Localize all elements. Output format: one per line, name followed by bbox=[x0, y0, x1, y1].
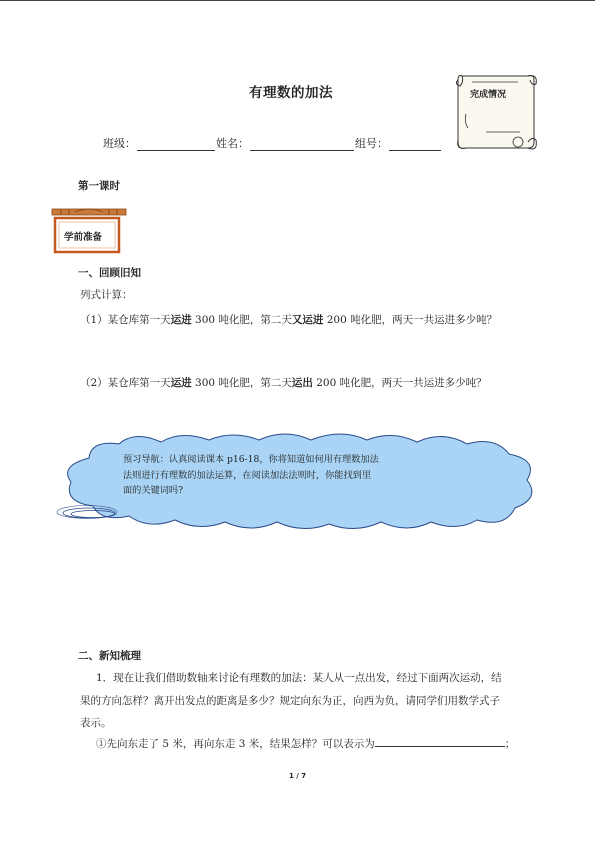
q2-post: 200 吨化肥，两天一共运进多少吨？ bbox=[312, 377, 487, 389]
q2-pre: （2）某仓库第一天 bbox=[80, 377, 171, 389]
question-1 bbox=[80, 312, 497, 327]
section1-heading: 一、回顾旧知 bbox=[78, 267, 141, 279]
class-field[interactable] bbox=[137, 139, 215, 151]
q1-post: 200 吨化肥，两天一共运进多少吨？ bbox=[323, 314, 498, 326]
q1-bold2: 又运进 bbox=[291, 314, 324, 326]
completion-label: 完成情况 bbox=[470, 90, 507, 100]
item1-end: ； bbox=[504, 738, 516, 750]
section2-para1-line2: 果的方向怎样？离开出发点的距离是多少？规定向东为正，向西为负，请同学们用数学式子 bbox=[80, 695, 500, 707]
section2-heading: 二、新知梳理 bbox=[78, 650, 141, 662]
prep-badge-label: 学前准备 bbox=[64, 232, 103, 243]
q2-bold2: 运出 bbox=[291, 377, 313, 389]
class-label: 班级： bbox=[103, 137, 136, 150]
q1-bold1: 运进 bbox=[170, 314, 192, 326]
section2-item1 bbox=[96, 735, 515, 751]
preview-cloud-text bbox=[123, 452, 423, 499]
question-2 bbox=[80, 375, 487, 390]
scroll-decoration bbox=[452, 70, 538, 154]
student-info-row bbox=[103, 135, 442, 151]
section2-para1-line3: 表示。 bbox=[80, 717, 112, 729]
item1-text: ①先向东走了 5 米，再向东走 3 米，结果怎样？可以表示为 bbox=[96, 738, 375, 750]
cloud-line-1: 预习导航：认真阅读课本 p16-18，你将知道如何用有理数加法 bbox=[123, 454, 379, 465]
top-rule bbox=[0, 0, 595, 1]
q1-mid: 300 吨化肥，第二天 bbox=[191, 314, 292, 326]
cloud-line-3: 面的关键词吗? bbox=[123, 485, 184, 496]
section2-para1-line1: 1．现在让我们借助数轴来讨论有理数的加法：某人从一点出发，经过下面两次运动，结 bbox=[96, 672, 502, 684]
q2-mid: 300 吨化肥，第二天 bbox=[191, 377, 292, 389]
name-label: 姓名： bbox=[216, 137, 249, 150]
section1-intro: 列式计算： bbox=[80, 289, 133, 301]
q2-bold1: 运进 bbox=[170, 377, 192, 389]
group-field[interactable] bbox=[389, 139, 441, 151]
group-label: 组号： bbox=[355, 137, 388, 150]
lesson-label: 第一课时 bbox=[78, 180, 120, 192]
item1-answer-field[interactable] bbox=[375, 735, 505, 747]
q1-pre: （1）某仓库第一天 bbox=[80, 314, 171, 326]
name-field[interactable] bbox=[250, 139, 354, 151]
cloud-line-2: 法则进行有理数的加法运算，在阅读加法法则时，你能找到里 bbox=[123, 469, 372, 481]
page-title: 有理数的加法 bbox=[249, 85, 333, 101]
page-number: 1 / 7 bbox=[289, 772, 307, 780]
